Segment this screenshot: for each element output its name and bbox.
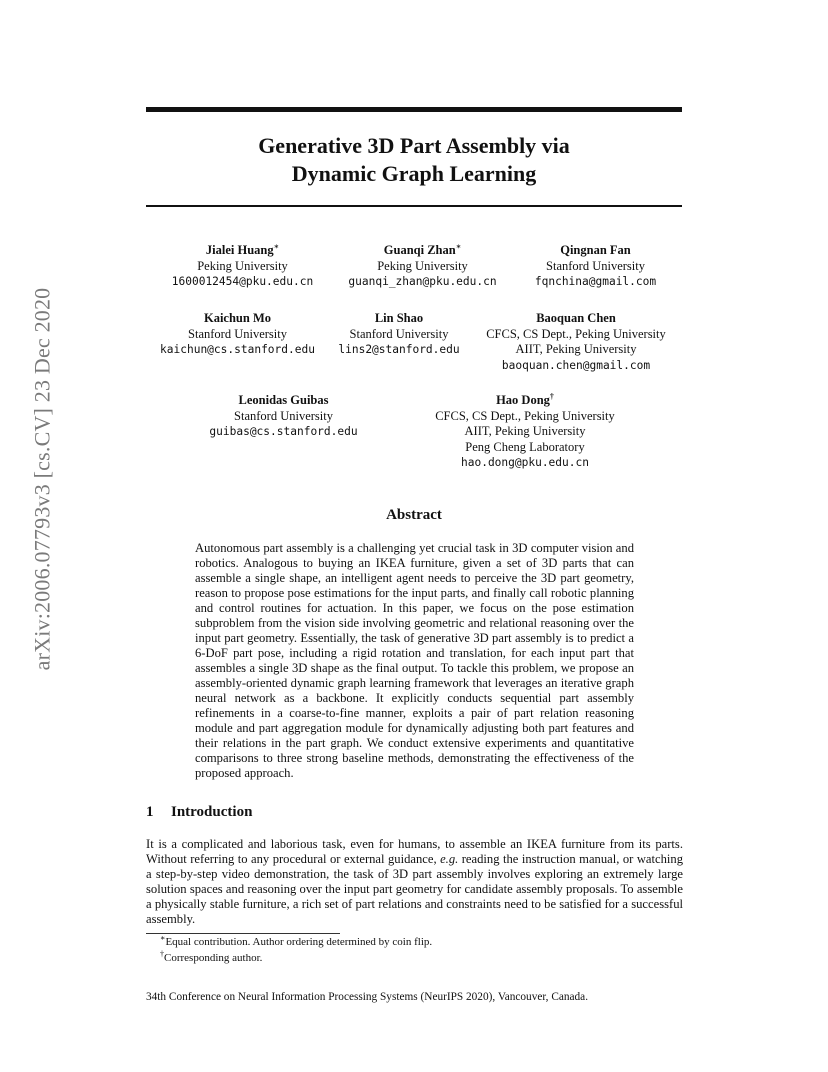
footnote-corresponding-author: †Corresponding author. [160, 949, 263, 964]
author-block [145, 243, 340, 290]
author-name: Jialei Huang∗ [205, 241, 280, 257]
author-block [498, 243, 693, 290]
author-email: kaichun@cs.stanford.edu [160, 343, 315, 356]
author-email: baoquan.chen@gmail.com [501, 358, 651, 372]
abstract-text: Autonomous part assembly is a challenging yet crucial task in 3D computer vision and robotics. Analogous to buying an IKEA furniture, given a set of 3D parts that can assemble a single shape, an intelligent agent needs to perceive the 3D part geometry, reason to propose pose estimations for the input parts, and finally call robotic planning and control routines for actuation. In this paper, we focus on the pose estimation subproblem from the vision side involving geometric and relational reasoning over the input part geometry. Essentially, the task of generative 3D part assembly is to predict a 6-DoF part pose, including a rigid rotation and translation, for each input part that assembles a single 3D shape as the final output. To tackle this problem, we propose an assembly-oriented dynamic graph learning framework that leverages an iterative graph neural network as a backbone. It explicitly conducts sequential part assembly refinements in a coarse-to-fine manner, exploits a pair of part relation reasoning module and part aggregation module for dynamically adjusting both part features and their relations in the part graph. We conduct extensive experiments and quantitative comparisons to three strong baseline methods, demonstrating the effectiveness of the proposed approach. [195, 541, 634, 780]
author-affiliation: Peking University [197, 258, 288, 273]
author-mark: ∗ [273, 241, 280, 251]
title-line-2: Dynamic Graph Learning [291, 161, 537, 186]
author-mark: † [549, 391, 554, 401]
author-block [475, 311, 677, 373]
author-block [320, 311, 478, 358]
author-affiliation: Stanford University [188, 326, 287, 341]
section-title: Introduction [171, 804, 253, 820]
author-name: Qingnan Fan [560, 243, 631, 257]
abstract-heading: Abstract [386, 507, 442, 523]
author-affiliation: Stanford University [546, 258, 645, 273]
footnote-rule [146, 933, 340, 934]
author-email: guibas@cs.stanford.edu [209, 425, 358, 438]
author-name: Leonidas Guibas [238, 393, 329, 407]
author-block [140, 311, 335, 358]
author-name: Hao Dong† [496, 391, 554, 407]
author-affiliation: CFCS, CS Dept., Peking University [435, 408, 615, 423]
author-mark: ∗ [455, 241, 462, 251]
author-affiliation: AIIT, Peking University [464, 424, 586, 438]
footnote-equal-contribution: ∗Equal contribution. Author ordering determined by coin flip. [160, 933, 433, 948]
introduction-paragraph: It is a complicated and laborious task, even for humans, to assemble an IKEA furniture from its parts. Without referring to any procedural or external guidance, e.g. reading the instruction manual, or watching a step-by-step video demonstration, the task of 3D part assembly involves exploring an extremely large solution spaces and reasoning over the input part geometry for candidate assembly proposals. To assemble a physically stable furniture, a rich set of part relations and constraints need to be satisfied for a successful assembly. [146, 837, 683, 926]
author-email: fqnchina@gmail.com [534, 275, 657, 288]
author-email: lins2@stanford.edu [338, 343, 460, 356]
author-block [186, 393, 381, 440]
author-email: guanqi_zhan@pku.edu.cn [348, 275, 497, 288]
author-email: 1600012454@pku.edu.cn [171, 275, 314, 288]
title-rule-top [146, 107, 682, 112]
arxiv-identifier-text: arXiv:2006.07793v3 [cs.CV] 23 Dec 2020 [29, 287, 55, 671]
author-block [420, 393, 630, 471]
author-name: Baoquan Chen [536, 311, 616, 325]
author-name: Kaichun Mo [203, 311, 272, 325]
author-name: Lin Shao [374, 311, 424, 325]
author-affiliation: Peking University [377, 258, 468, 273]
eg-italic: e.g. [440, 852, 459, 866]
section-number: 1 [146, 804, 154, 820]
author-affiliation: AIIT, Peking University [515, 342, 637, 356]
author-email: hao.dong@pku.edu.cn [461, 456, 589, 469]
title-rule-bottom [146, 205, 682, 207]
title-line-1: Generative 3D Part Assembly via [258, 133, 570, 158]
author-name: Guanqi Zhan∗ [383, 241, 462, 257]
paper-title [146, 132, 682, 188]
author-affiliation: Peng Cheng Laboratory [465, 439, 585, 454]
arxiv-identifier [22, 284, 62, 674]
author-affiliation: Stanford University [234, 408, 333, 423]
author-affiliation: Stanford University [349, 326, 449, 341]
section-heading [146, 804, 252, 821]
conference-note: 34th Conference on Neural Information Processing Systems (NeurIPS 2020), Vancouver, Canada. [146, 991, 589, 1003]
author-block [325, 243, 520, 290]
author-affiliation: CFCS, CS Dept., Peking University [486, 326, 666, 341]
